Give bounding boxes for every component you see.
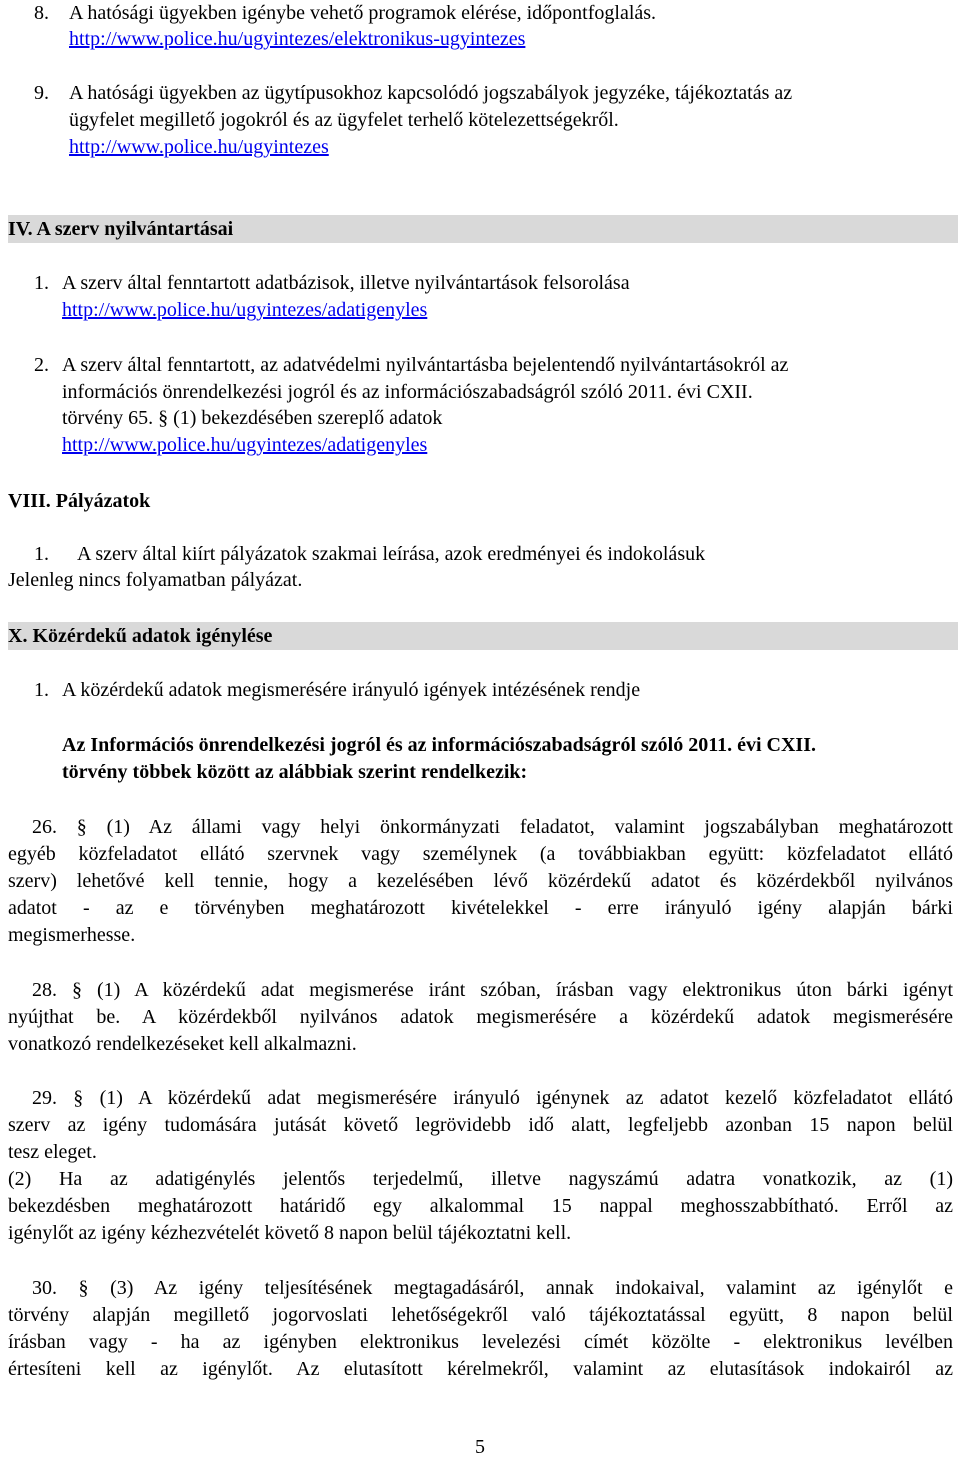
link-adatigenyles[interactable]: http://www.police.hu/ugyintezes/adatigenyles: [62, 434, 428, 456]
link-elektronikus-ugyintezes[interactable]: http://www.police.hu/ugyintezes/elektronikus-ugyintezes: [69, 28, 526, 50]
list-item-text: A hatósági ügyekben az ügytípusokhoz kapcsolódó jogszabályok jegyzéke, tájékoztatás az: [69, 82, 793, 104]
list-item-text: A szerv által fenntartott adatbázisok, illetve nyilvántartások felsorolása: [62, 272, 630, 294]
list-number: 1.: [34, 272, 49, 294]
list-item-text: A szerv által fenntartott, az adatvédelmi nyilvántartásba bejelentendő nyilvántartásokról az: [62, 354, 789, 376]
list-item-text: ügyfelet megillető jogokról és az ügyfelet terhelő kötelezettségekről.: [69, 109, 619, 131]
paragraph-26-line: szerv) lehetővé kell tennie, hogy a kezelésében lévő közérdekű adatot és közérdekből nyilvános: [8, 870, 953, 892]
section-heading-viii: VIII. Pályázatok: [8, 490, 151, 512]
law-intro: törvény többek között az alábbiak szerint rendelkezik:: [62, 761, 528, 783]
paragraph-29-line: tesz eleget.: [8, 1141, 97, 1163]
list-item-text: törvény 65. § (1) bekezdésében szereplő adatok: [62, 407, 443, 429]
paragraph-28-line: nyújthat be. A közérdekből nyilvános adatok megismerésére a közérdekű adatok megismerésére: [8, 1006, 953, 1028]
paragraph-30-line: törvény alapján megillető jogorvoslati lehetőségekről való tájékoztatással együtt, 8 napon belül: [8, 1304, 953, 1326]
paragraph-29-line: bekezdésben meghatározott határidő egy alkalommal 15 nappal meghosszabbítható. Erről az: [8, 1195, 953, 1217]
paragraph-29-line: igénylőt az igény kézhezvételét követő 8 napon belül tájékoztatni kell.: [8, 1222, 572, 1244]
paragraph-29-line: 29. § (1) A közérdekű adat megismerésére irányuló igénynek az adatot kezelő közfeladatot ellátó: [32, 1087, 953, 1109]
list-number: 1.: [34, 679, 49, 701]
list-number: 2.: [34, 354, 49, 376]
list-item-text: A közérdekű adatok megismerésére irányuló igények intézésének rendje: [62, 679, 641, 701]
page-number: 5: [475, 1436, 485, 1458]
list-item-text: információs önrendelkezési jogról és az információszabadságról szóló 2011. évi CXII.: [62, 381, 753, 403]
list-number: 1.: [34, 543, 49, 565]
link-ugyintezes[interactable]: http://www.police.hu/ugyintezes: [69, 136, 329, 158]
paragraph-26-line: egyéb közfeladatot ellátó szervnek vagy személynek (a továbbiakban együtt: közfeladatot ellátó: [8, 843, 953, 865]
paragraph-26-line: 26. § (1) Az állami vagy helyi önkormányzati feladatot, valamint jogszabályban meghatározott: [32, 816, 953, 838]
paragraph-26-line: adatot - az e törvényben meghatározott kivételekkel - erre irányuló igény alapján bárki: [8, 897, 953, 919]
paragraph-29-line: szerv az igény tudomására jutását követő legrövidebb idő alatt, legfeljebb azonban 15 napon belül: [8, 1114, 953, 1136]
paragraph-26-line: megismerhesse.: [8, 924, 136, 946]
list-item-text: A hatósági ügyekben igénybe vehető programok elérése, időpontfoglalás.: [69, 2, 657, 24]
link-adatigenyles[interactable]: http://www.police.hu/ugyintezes/adatigenyles: [62, 299, 428, 321]
pályázat-note: Jelenleg nincs folyamatban pályázat.: [8, 569, 303, 591]
paragraph-30-line: értesíteni kell az igénylőt. Az elutasított kérelmekről, valamint az elutasítások indokairól az: [8, 1358, 953, 1380]
list-number: 9.: [34, 82, 49, 104]
list-item-text: A szerv által kiírt pályázatok szakmai leírása, azok eredményei és indokolásuk: [77, 543, 706, 565]
paragraph-30-line: 30. § (3) Az igény teljesítésének megtagadásáról, annak indokaival, valamint az igénylőt e: [32, 1277, 953, 1299]
section-heading-iv: IV. A szerv nyilvántartásai: [8, 218, 234, 240]
list-number: 8.: [34, 2, 49, 24]
paragraph-28-line: vonatkozó rendelkezéseket kell alkalmazni.: [8, 1033, 357, 1055]
paragraph-29-line: (2) Ha az adatigénylés jelentős terjedelmű, illetve nagyszámú adatra vonatkozik, az (1): [8, 1168, 953, 1190]
paragraph-30-line: írásban vagy - ha az igényben elektronikus levelezési címét közölte - elektronikus levélben: [8, 1331, 953, 1353]
law-intro: Az Információs önrendelkezési jogról és az információszabadságról szóló 2011. évi CXII.: [62, 734, 816, 756]
paragraph-28-line: 28. § (1) A közérdekű adat megismerése iránt szóban, írásban vagy elektronikus úton bárki igényt: [32, 979, 953, 1001]
section-heading-x: X. Közérdekű adatok igénylése: [8, 625, 273, 647]
